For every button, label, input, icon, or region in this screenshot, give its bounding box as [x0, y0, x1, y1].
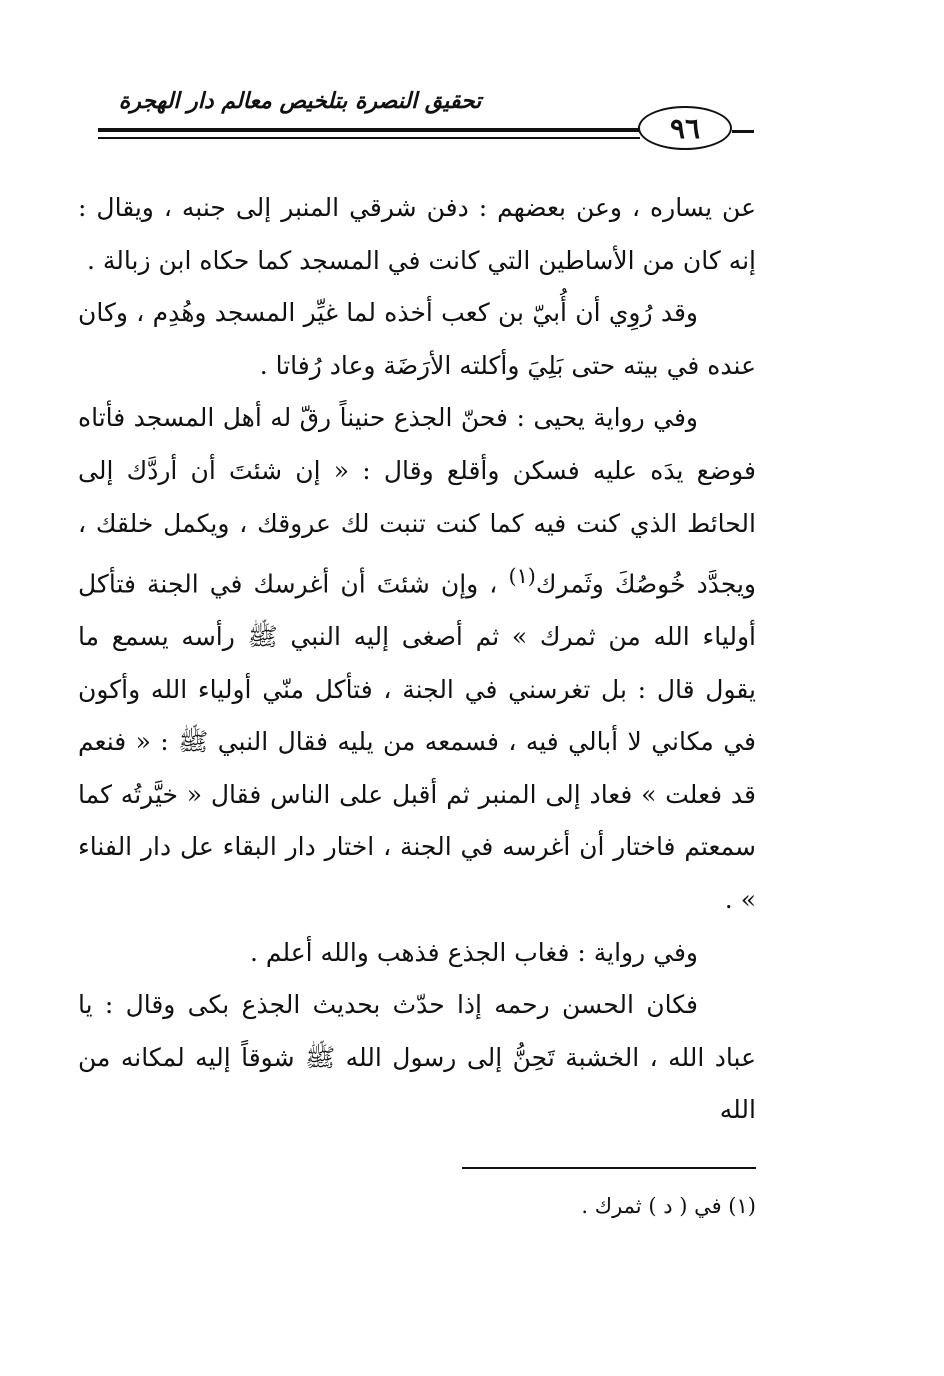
footnote: (١) في ( د ) ثمرك . — [581, 1194, 756, 1218]
page-number: ٩٦ — [638, 106, 732, 150]
body-text — [78, 182, 756, 1137]
header-rule-thick — [98, 128, 640, 132]
footnote-separator — [462, 1167, 756, 1169]
header-rule-right — [732, 130, 754, 133]
header-rule-thin — [98, 137, 640, 139]
running-header-title: تحقيق النصرة بتلخيص معالم دار الهجرة — [118, 88, 482, 114]
paragraph-3-text: وفي رواية يحيى : فحنّ الجذع حنيناً رقّ له أهل المسجد فأتاه فوضع يدَه عليه فسكن وأقلع وقال : « إن شئتَ أن أردَّك إلى الحائط الذي كنت فيه كما كنت تنبت لك عروقك ، ويكمل خلقك ، ويجدَّد خُوصُكَ وثَمرك — [78, 403, 757, 599]
paragraph-5: فكان الحسن رحمه إذا حدّث بحديث الجذع بكى وقال : يا عباد الله ، الخشبة تَحِنُّ إلى رسول الله ﷺ شوقاً إليه لمكانه من الله — [78, 990, 756, 1125]
paragraph-3-continuation: ، وإن شئتَ أن أغرسك في الجنة فتأكل أولياء الله من ثمرك » ثم أصغى إليه النبي ﷺ رأسه يسمع ما يقول قال : بل تغرسني في الجنة ، فتأكل منّي أولياء الله وأكون في مكاني لا أبالي فيه ، فسمعه من يليه فقال النبي ﷺ : « فنعم قد فعلت » فعاد إلى المنبر ثم أقبل على الناس فقال « خيَّرتُه كما سمعتم فاختار أن أغرسه في الجنة ، اختار دار البقاء عل دار الفناء » . — [78, 569, 756, 915]
paragraph-3 — [78, 392, 756, 926]
footnote-marker: (١) — [508, 564, 536, 589]
paragraph-2: وقد رُوِي أن أُبيّ بن كعب أخذه لما غيِّر المسجد وهُدِم ، وكان عنده في بيته حتى بَلِيَ وأكلته الأرَضَة وعاد رُفاتا . — [78, 298, 756, 380]
paragraph-4: وفي رواية : فغاب الجذع فذهب والله أعلم . — [249, 937, 698, 967]
paragraph-1: عن يساره ، وعن بعضهم : دفن شرقي المنبر إلى جنبه ، ويقال : إنه كان من الأساطين التي كانت في المسجد كما حكاه ابن زبالة . — [78, 193, 756, 275]
